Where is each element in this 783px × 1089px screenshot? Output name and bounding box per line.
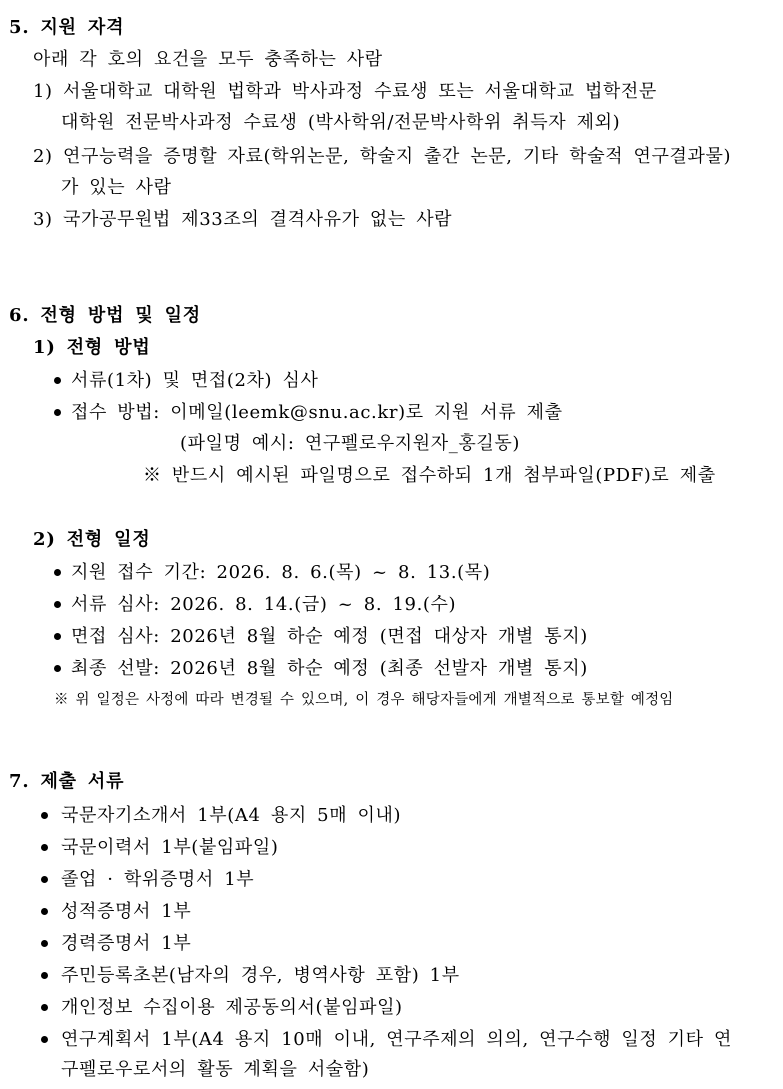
schedule-note: ※ 위 일정은 사정에 따라 변경될 수 있으며, 이 경우 해당자들에게 개별적으로 통보할 예정임 [54,692,674,708]
document-item-5: 경력증명서 1부 [61,933,192,954]
section-5-intro: 아래 각 호의 요건을 모두 충족하는 사람 [33,49,383,70]
bullet-icon [54,633,61,640]
document-item-8-line-2: 구펠로우로서의 활동 계획을 서술함) [61,1059,370,1080]
section-5-item-1-line-2: 대학원 전문박사과정 수료생 (박사학위/전문박사학위 취득자 제외) [61,112,621,133]
bullet-icon [54,377,61,384]
document-item-4: 성적증명서 1부 [61,901,192,922]
section-5-item-1-line-1: 1) 서울대학교 대학원 법학과 박사과정 수료생 또는 서울대학교 법학전문 [33,81,657,102]
section-6-title: 6. 전형 방법 및 일정 [9,305,201,326]
bullet-icon [41,876,48,883]
bullet-icon [41,1004,48,1011]
schedule-item-2: 서류 심사: 2026. 8. 14.(금) ~ 8. 19.(수) [71,594,457,615]
bullet-icon [41,972,48,979]
filename-note: ※ 반드시 예시된 파일명으로 접수하되 1개 첨부파일(PDF)로 제출 [143,465,716,486]
schedule-item-3: 면접 심사: 2026년 8월 하순 예정 (면접 대상자 개별 통지) [71,626,588,647]
method-item-1: 서류(1차) 및 면접(2차) 심사 [71,370,319,391]
bullet-icon [41,908,48,915]
document-item-6: 주민등록초본(남자의 경우, 병역사항 포함) 1부 [61,965,460,986]
method-item-2: 접수 방법: 이메일(leemk@snu.ac.kr)로 지원 서류 제출 [71,402,563,423]
schedule-subtitle: 2) 전형 일정 [33,529,151,550]
bullet-icon [54,569,61,576]
filename-example: (파일명 예시: 연구펠로우지원자_홍길동) [180,433,520,454]
bullet-icon [41,812,48,819]
document-item-2: 국문이력서 1부(붙임파일) [61,837,279,858]
document-item-7: 개인정보 수집이용 제공동의서(붙임파일) [61,997,403,1018]
bullet-icon [54,409,61,416]
document-item-8-line-1: 연구계획서 1부(A4 용지 10매 이내, 연구주제의 의의, 연구수행 일정 기타 연 [61,1029,732,1050]
bullet-icon [41,940,48,947]
bullet-icon [41,1036,48,1043]
document-item-3: 졸업 · 학위증명서 1부 [61,869,255,890]
bullet-icon [54,665,61,672]
document-item-1: 국문자기소개서 1부(A4 용지 5매 이내) [61,805,402,826]
section-5-item-2-line-1: 2) 연구능력을 증명할 자료(학위논문, 학술지 출간 논문, 기타 학술적 연구결과물) [33,146,732,167]
section-5-item-2-line-2: 가 있는 사람 [61,177,172,198]
bullet-icon [41,844,48,851]
section-5-title: 5. 지원 자격 [9,17,125,38]
section-7-title: 7. 제출 서류 [9,771,125,792]
method-subtitle: 1) 전형 방법 [33,337,151,358]
section-5-item-3: 3) 국가공무원법 제33조의 결격사유가 없는 사람 [33,209,453,230]
schedule-item-4: 최종 선발: 2026년 8월 하순 예정 (최종 선발자 개별 통지) [71,658,588,679]
schedule-item-1: 지원 접수 기간: 2026. 8. 6.(목) ~ 8. 13.(목) [71,562,491,583]
bullet-icon [54,601,61,608]
